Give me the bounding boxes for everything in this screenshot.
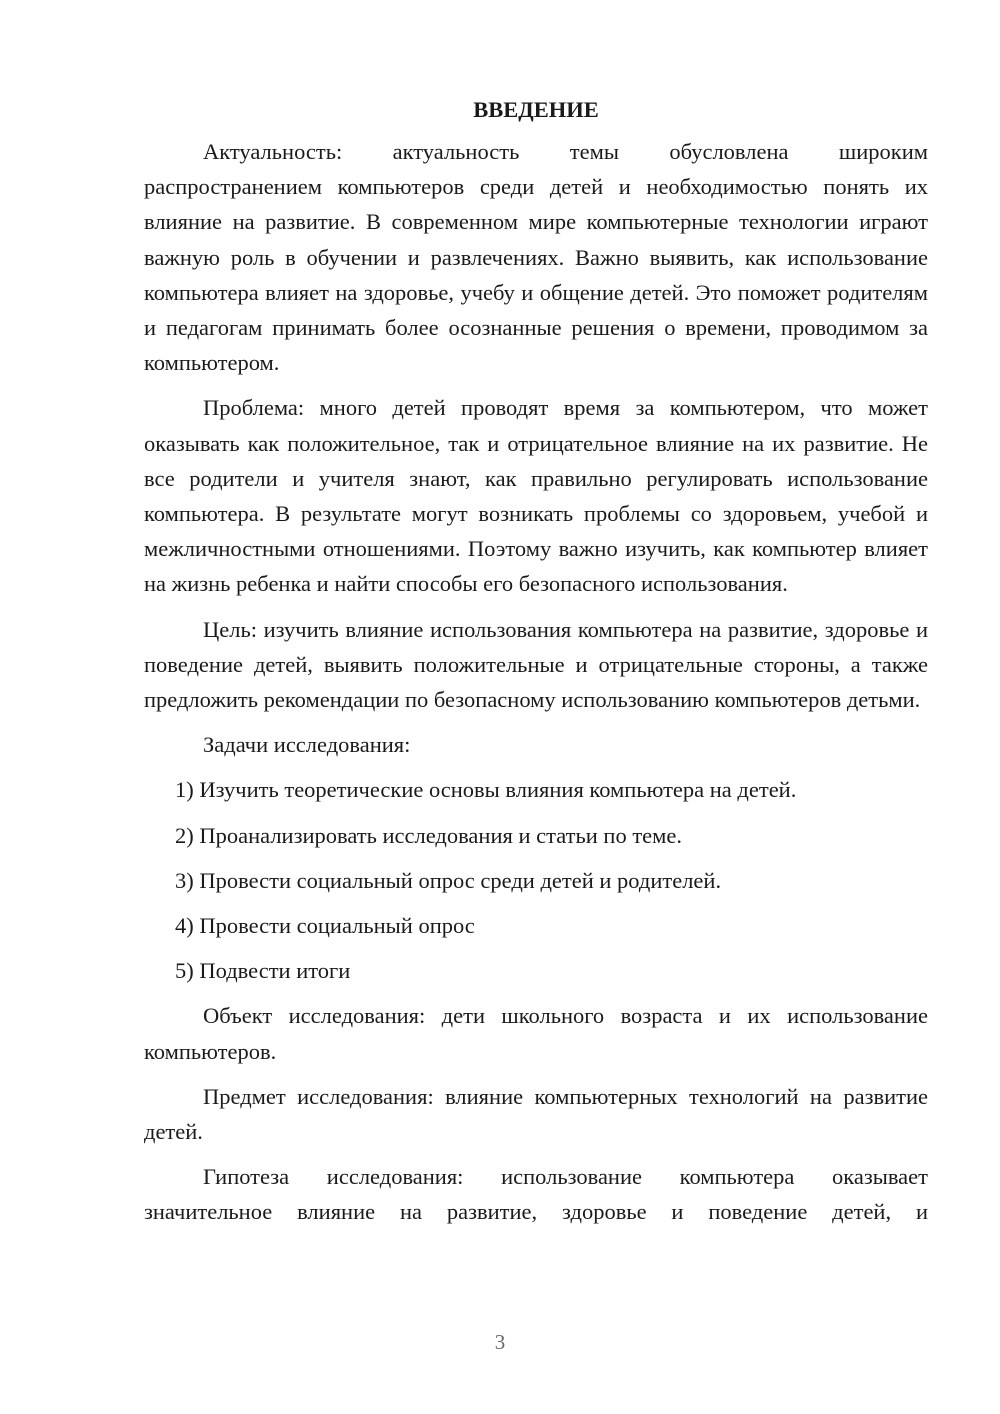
document-page xyxy=(144,92,928,1240)
page-number: 3 xyxy=(494,1330,506,1354)
goal-paragraph: Цель: изучить влияние использования компьютера на развитие, здоровье и поведение детей, выявить положительные и отрицательные стороны, а также предложить рекомендации по безопасному использованию компьютеров детьми. xyxy=(144,616,928,713)
section-title: ВВЕДЕНИЕ xyxy=(473,97,599,122)
task-item: 4) Провести социальный опрос xyxy=(175,913,475,939)
subject-paragraph: Предмет исследования: влияние компьютерных технологий на развитие детей. xyxy=(144,1083,928,1145)
task-item: 5) Подвести итоги xyxy=(175,958,351,984)
hypothesis-paragraph: Гипотеза исследования: использование компьютера оказывает значительное влияние на развитие, здоровье и поведение детей, и xyxy=(144,1164,928,1225)
relevance-paragraph: Актуальность: актуальность темы обусловлена широким распространением компьютеров среди детей и необходимостью понять их влияние на развитие. В современном мире компьютерные технологии играют важную роль в обучении и развлечениях. Важно выявить, как использование компьютера влияет на здоровье, учебу и общение детей. Это поможет родителям и педагогам принимать более осознанные решения о времени, проводимом за компьютером. xyxy=(144,139,928,376)
task-item: 1) Изучить теоретические основы влияния компьютера на детей. xyxy=(175,777,797,803)
tasks-heading: Задачи исследования: xyxy=(203,732,411,758)
tasks-list xyxy=(144,772,928,988)
task-item: 3) Провести социальный опрос среди детей и родителей. xyxy=(175,867,722,893)
problem-paragraph: Проблема: много детей проводят время за компьютером, что может оказывать как положительное, так и отрицательное влияние на их развитие. Не все родители и учителя знают, как правильно регулировать использование компьютера. В результате могут возникать проблемы со здоровьем, учебой и межличностными отношениями. Поэтому важно изучить, как компьютер влияет на жизнь ребенка и найти способы его безопасного использования. xyxy=(144,395,928,597)
object-paragraph: Объект исследования: дети школьного возраста и их использование компьютеров. xyxy=(144,1003,928,1064)
task-item: 2) Проанализировать исследования и статьи по теме. xyxy=(175,822,682,848)
